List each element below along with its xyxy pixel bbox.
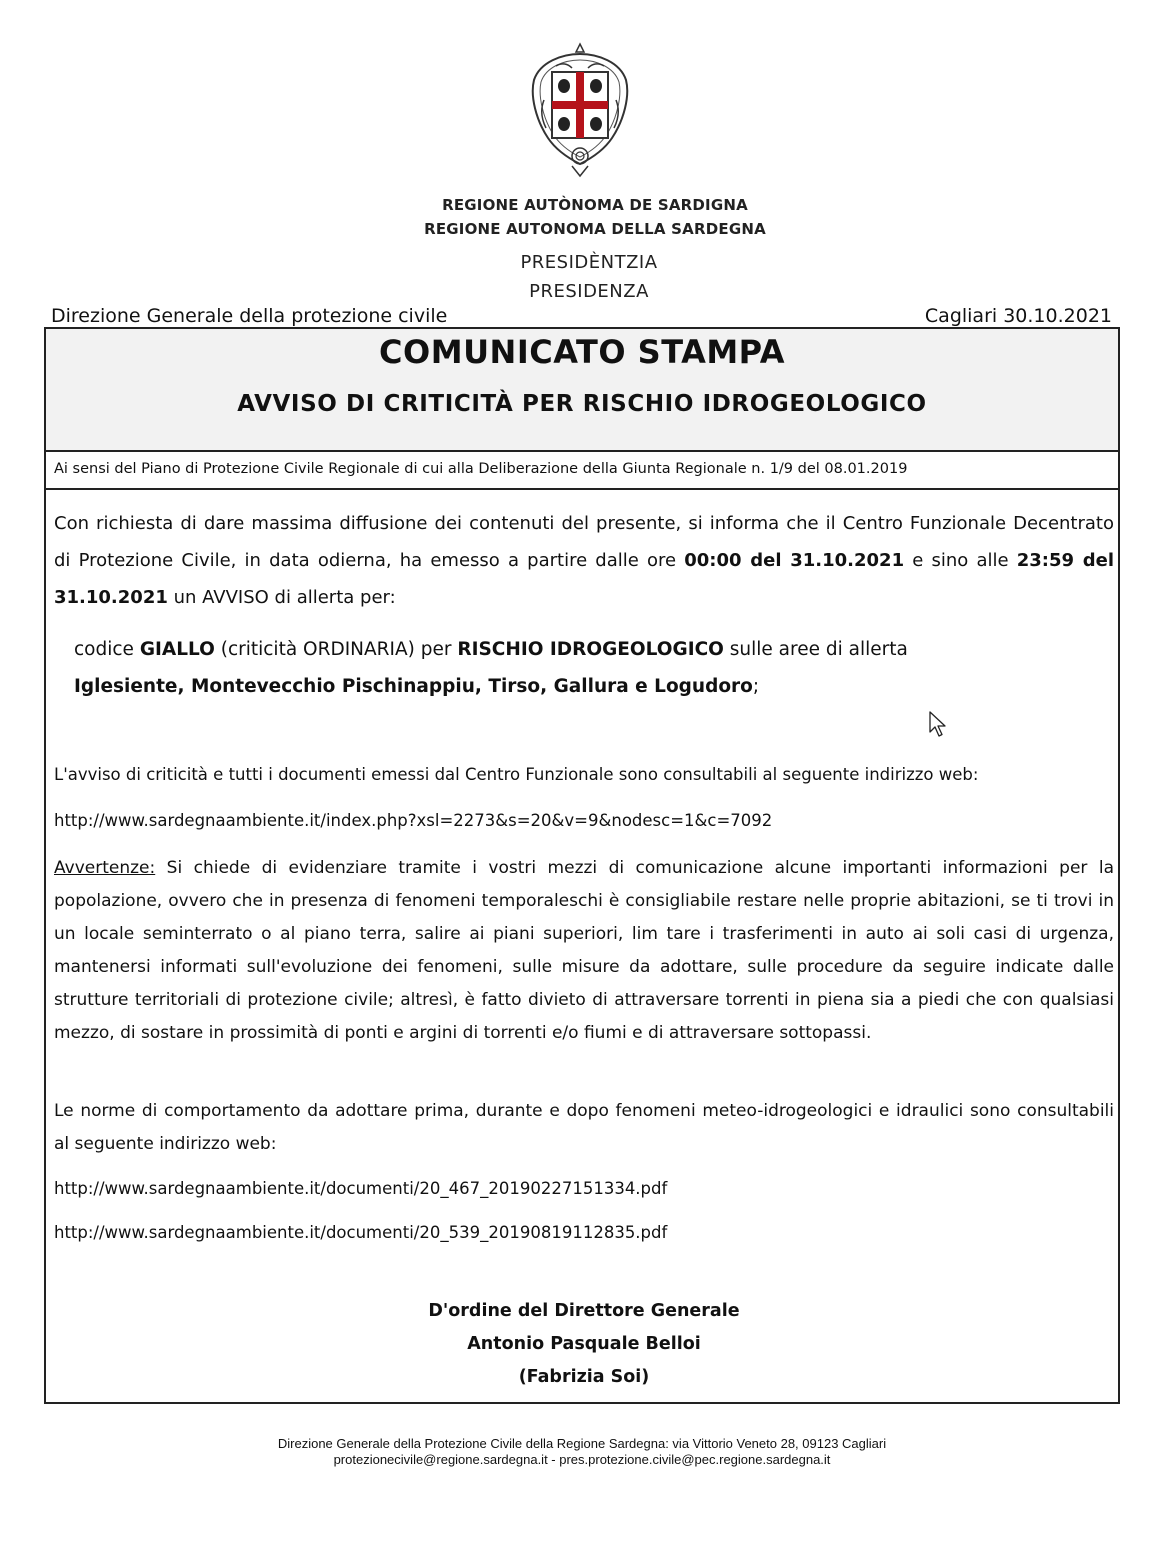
codice-prefix: codice: [74, 639, 140, 660]
notice-frame: [44, 327, 1120, 1404]
web-intro: L'avviso di criticità e tutti i documenti emessi dal Centro Funzionale sono consultabili al seguente indirizzo web:: [54, 765, 979, 784]
intro-text-3: un AVVISO di allerta per:: [167, 587, 396, 608]
doc-link-2[interactable]: http://www.sardegnaambiente.it/documenti/20_539_20190819112835.pdf: [54, 1223, 668, 1242]
legal-reference: Ai sensi del Piano di Protezione Civile Regionale di cui alla Deliberazione della Giunta Regionale n. 1/9 del 08.01.2019: [46, 450, 1118, 490]
notice-header-box: [46, 329, 1118, 452]
region-name-italian: REGIONE AUTONOMA DELLA SARDEGNA: [424, 220, 766, 238]
intro-text-2: e sino alle: [904, 550, 1017, 571]
intro-text-1: Con richiesta di dare massima diffusione dei contenuti del presente, si informa che il Centro Funzionale Decentrato di Protezione Civile, in data odierna, ha emesso a partire dalle ore: [54, 513, 1114, 571]
notice-subtitle: AVVISO DI CRITICITÀ PER RISCHIO IDROGEOLOGICO: [237, 391, 927, 417]
alert-code-paragraph: [74, 631, 1104, 705]
place-date: Cagliari 30.10.2021: [924, 305, 1112, 327]
department-name: Direzione Generale della protezione civile: [51, 305, 448, 327]
alert-start-time: 00:00 del 31.10.2021: [684, 550, 905, 571]
presidency-italian: PRESIDENZA: [529, 281, 649, 302]
sardinia-coat-of-arms-icon: [528, 40, 632, 180]
codice-mid: (criticità ORDINARIA) per: [214, 639, 458, 660]
region-name-sardinian: REGIONE AUTÒNOMA DE SARDIGNA: [442, 196, 748, 214]
intro-paragraph: [54, 505, 1114, 616]
presidency-sardinian: PRESIDÈNTZIA: [520, 252, 658, 273]
warnings-text: Si chiede di evidenziare tramite i vostri mezzi di comunicazione alcune importanti informazioni per la popolazione, ovvero che in presenza di fenomeni temporaleschi è consigliabile restare nelle proprie abitazioni, se ti trovi in un locale seminterrato o al piano terra, salire ai piani superiori, lim tare i trasferimenti in auto ai soli casi di urgenza, mantenersi informati sull'evoluzione dei fenomeni, sulle misure da adottare, sulle procedure da seguire indicate dalle strutture territoriali di protezione civile; altresì, è fatto divieto di attraversare torrenti in piena sia a piedi che con qualsiasi mezzo, di sostare in prossimità di ponti e argini di torrenti e/o fiumi e di attraversare sottopassi.: [54, 858, 1114, 1043]
footer-address: Direzione Generale della Protezione Civile della Regione Sardegna: via Vittorio Veneto 28, 09123 Cagliari: [277, 1436, 887, 1451]
mouse-pointer-icon: [928, 710, 948, 738]
alert-areas: Iglesiente, Montevecchio Pischinappiu, Tirso, Gallura e Logudoro: [74, 676, 753, 697]
warnings-paragraph: [54, 852, 1114, 1050]
norms-paragraph: Le norme di comportamento da adottare prima, durante e dopo fenomeni meteo-idrogeologici e idraulici sono consultabili al seguente indirizzo web:: [54, 1101, 1114, 1154]
alert-end-time: 23:59 del 31.10.2021: [54, 550, 1114, 608]
warnings-label: Avvertenze:: [54, 858, 156, 878]
footer-emails: protezionecivile@regione.sardegna.it - pres.protezione.civile@pec.regione.sardegna.it: [333, 1452, 831, 1467]
notice-title: COMUNICATO STAMPA: [379, 333, 785, 371]
signature-line-1: D'ordine del Direttore Generale: [428, 1301, 740, 1321]
codice-suffix: sulle aree di allerta: [723, 639, 908, 660]
signature-name: Antonio Pasquale Belloi: [467, 1334, 701, 1354]
alert-risk-type: RISCHIO IDROGEOLOGICO: [457, 639, 724, 660]
signature-signer: (Fabrizia Soi): [518, 1367, 650, 1387]
doc-link-1[interactable]: http://www.sardegnaambiente.it/documenti/20_467_20190227151334.pdf: [54, 1179, 668, 1198]
alert-web-link[interactable]: http://www.sardegnaambiente.it/index.php?xsl=2273&s=20&v=9&nodesc=1&c=7092: [54, 811, 773, 830]
areas-end: ;: [752, 676, 760, 697]
alert-level: GIALLO: [139, 639, 215, 660]
